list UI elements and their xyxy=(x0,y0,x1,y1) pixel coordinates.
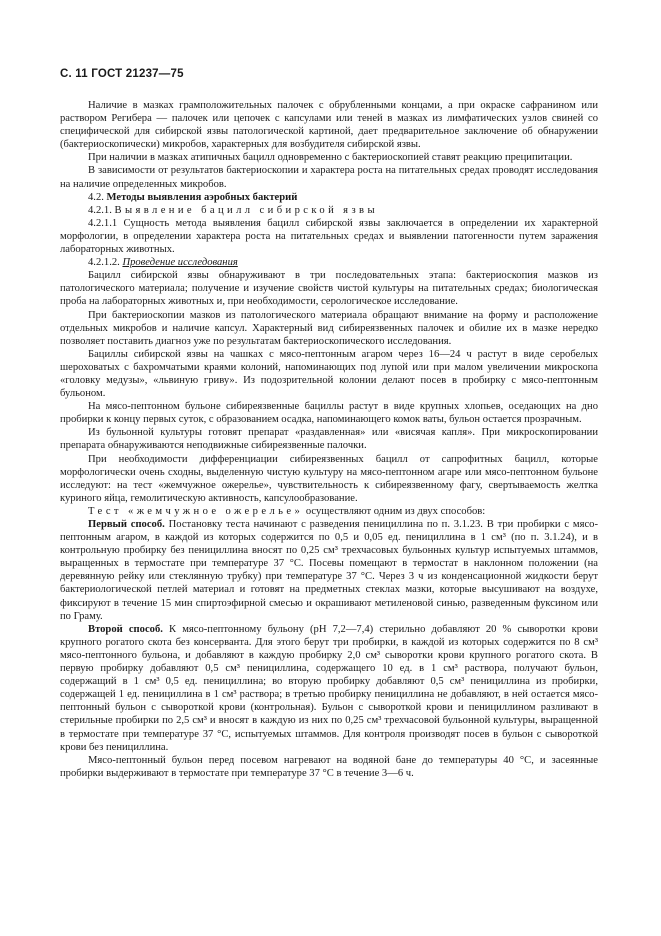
subsection-heading-4-2-1-2 xyxy=(60,256,598,269)
subsection-number: 4.2.1. xyxy=(88,204,115,216)
pearl-test-title: Тест «жемчужное ожерелье» xyxy=(88,505,304,517)
pearl-test-text: осуществляют одним из двух способов: xyxy=(303,505,486,517)
paragraph-atypical-bacilli: При наличии в мазках атипичных бацилл одновременно с бактериоскопией ставят реакцию преципитации. xyxy=(88,152,573,164)
section-title: Методы выявления аэробных бактерий xyxy=(106,191,298,203)
first-method-label: Первый способ. xyxy=(88,519,165,530)
paragraph-differentiation: При необходимости дифференциации сибиреязвенных бацилл от сапрофитных бацилл, которые морфологически очень сходны, выделенную чистую культуру на мясо-пептонном агаре или мясо-пептонном бульоне исследуют: на тест «жемчужное ожерелье», чувствительность к сибиреязвенному фагу, свертываемость желтка куриного яйца, гемолитическую активность, капсулообразование. xyxy=(60,453,598,504)
paragraph-agar-growth: Бациллы сибирской язвы на чашках с мясо-пептонным агаром через 16—24 ч растут в виде серобелых шероховатых с бахромчатыми краями колоний, напоминающих под лупой или при малом увеличении микроскопа «головку медузы», «львиную гриву». Из подозрительной колонии делают посев в пробирку с мясо-пептонным бульоном. xyxy=(60,348,598,400)
paragraph-second-method xyxy=(60,623,598,754)
page-header: С. 11 ГОСТ 21237—75 xyxy=(60,68,184,80)
paragraph-drop-preparation: Из бульонной культуры готовят препарат «раздавленная» или «висячая капля». При микроскопировании препарата обнаруживаются неподвижные сибиреязвенные палочки. xyxy=(60,427,598,452)
paragraph-bacterioscopy: При бактериоскопии мазков из патологического материала обращают внимание на форму и расположение отдельных микробов и наличие капсул. Характерный вид сибиреязвенных палочек и обилие их в мазке нередко позволяет поставить диагноз уже по результатам бактериоскопического исследования. xyxy=(60,309,598,347)
paragraph-dependency: В зависимости от результатов бактериоскопии и характера роста на питательных средах проводят исследования на наличие определенных микробов. xyxy=(60,165,598,190)
first-method-text: Постановку теста начинают с разведения пенициллина по п. 3.1.23. В три пробирки с мясо-пептонным агаром, в каждой из которых содержится по 0,5 и 0,05 ед. пенициллина в 1 см³ (по п. 3.1.24), и в контрольную пробирку без пенициллина вносят по 0,25 см³ трехчасовых бульонных культур испытуемых штаммов, выращенных в термостате при температуре 37 °С. Посевы помещают в термостат в наклонном положении (на деревянную рейку или стеклянную трубку) при температуре 37 °С. Через 3 ч из конденсационной жидкости берут бактериологической петлей материал и готовят на предметных стеклах мазки, которые высушивают на воздухе, фиксируют в течение 15 мин спиртоэфирной смесью и окрашивают метиленовой синью, разведенным фуксином или по Граму. xyxy=(60,519,598,622)
paragraph-smear-findings: Наличие в мазках грамположительных палочек с обрубленными концами, а при окраске сафранином или раствором Регибера — палочек или цепочек с капсулами или теней в мазках из лимфатических узлов свиней со специфической для сибирской язвы патологической картиной, дает предварительное заключение об обнаружении (бактериоскопически) микробов, характерных для возбудителя сибирской язвы. xyxy=(60,100,598,151)
paragraph-broth-heating: Мясо-пептонный бульон перед посевом нагревают на водяной бане до температуры 40 °С, и засеянные пробирки выдерживают в термостате при температуре 37 °С в течение 3—6 ч. xyxy=(60,754,598,779)
subsection-title: Выявление бацилл сибирской язвы xyxy=(114,204,378,216)
paragraph-broth-growth: На мясо-пептонном бульоне сибиреязвенные бациллы растут в виде крупных хлопьев, оседающих на дно пробирки к концу первых суток, с образованием осадка, напоминающего комок ваты, бульон остается прозрачным. xyxy=(60,401,598,426)
subsection-heading-4-2-1 xyxy=(60,204,598,217)
subsection-title: Проведение исследования xyxy=(122,257,238,269)
paragraph-three-stages: Бацилл сибирской язвы обнаруживают в три последовательных этапа: бактериоскопия мазков из патологического материала; получение и изучение свойств чистой культуры на питательных средах; биологическая проба на лабораторных животных и, при необходимости, серологическое исследование. xyxy=(60,270,598,308)
second-method-label: Второй способ. xyxy=(88,623,163,635)
subsection-number: 4.2.1.2. xyxy=(88,257,123,269)
second-method-text: К мясо-пептонному бульону (рН 7,2—7,4) стерильно добавляют 20 % сыворотки крови крупного рогатого скота без консерванта. Для этого берут три пробирки, в каждой из которых содержится по 8 см³ мясо-пептонного бульона, и добавляют в каждую пробирку 2,0 см³ сыворотки крови крупного рогатого скота. В первую пробирку добавляют 0,5 см³ пенициллина, содержащего 10 ед. в 1 см³ раствора, получают бульон, содержащий в 1 см³ 0,5 ед. пенициллина; во вторую пробирку добавляют 0,5 см³ пенициллина из пробирки, содержащей 1 ед. пенициллина в 1 см³ раствора; в третью пробирку пенициллина не добавляют, в ней остается мясо-пептонный бульон с сывороткой крови (контрольная). Бульон с сывороткой крови и пенициллином разливают в стерильные пробирки по 2,5 см³ и вносят в каждую из них по 0,25 см³ трехчасовой бульонной культуры, выращенной в термостате при температуре 37 °С, испытуемых штаммов. Для контроля производят посев в бульон с сывороткой крови без пенициллина. xyxy=(60,623,598,753)
paragraph-method-essence: 4.2.1.1 Сущность метода выявления бацилл сибирской язвы заключается в определении их характерной морфологии, в определении характера роста на питательных средах и выявлении патогенности путем заражения лабораторных животных. xyxy=(60,217,598,256)
paragraph-first-method xyxy=(60,518,598,623)
section-number: 4.2. xyxy=(88,191,107,203)
paragraph-pearl-test xyxy=(60,505,598,518)
document-body xyxy=(60,99,598,780)
section-heading-4-2 xyxy=(60,191,598,204)
